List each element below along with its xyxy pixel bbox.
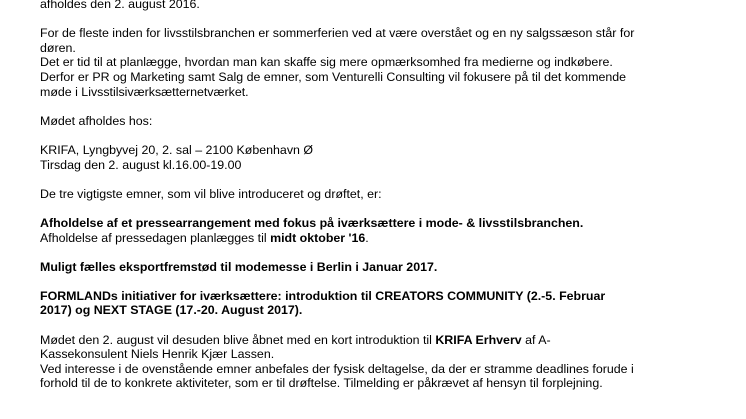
meeting-address: KRIFA, Lyngbyvej 20, 2. sal – 2100 København Ø (40, 142, 313, 157)
topic-3-title: FORMLANDs initiativer for iværksættere: introduktion til CREATORS COMMUNITY (2.-5. Februar (40, 288, 606, 303)
paragraph-line: Derfor er PR og Marketing samt Salg de emner, som Venturelli Consulting vil fokusere på til det kommende (40, 69, 627, 84)
paragraph-line: møde i Livsstilsiværksætternetværket. (40, 84, 249, 99)
topic-2-title: Muligt fælles eksportfremstød til modemesse i Berlin i Januar 2017. (40, 259, 438, 274)
meeting-location-heading: Mødet afholdes hos: (40, 113, 153, 128)
paragraph-line: Det er tid til at planlægge, hvordan man kan skaffe sig mere opmærksomhed fra medierne og indkøbere. (40, 55, 613, 70)
closing-line: Kassekonsulent Niels Henrik Kjær Lassen. (40, 347, 275, 362)
topic-1-title: Afholdelse af et pressearrangement med fokus på iværksættere i mode- & livsstilsbranchen. (40, 215, 584, 230)
closing-line: forhold til de to konkrete aktiviteter, som er til drøftelse. Tilmelding er påkrævet af hensyn til forplejning. (40, 376, 603, 391)
topic-1-detail: Afholdelse af pressedagen planlægges til midt oktober '16. (40, 230, 369, 245)
paragraph-line: For de fleste inden for livsstilsbranchen er sommerferien ved at være overstået og en ny salgssæson står for (40, 26, 635, 41)
closing-line: Ved interesse i de ovenstående emner anbefales der fysisk deltagelse, da der er stramme deadlines forude i (40, 361, 634, 376)
intro-date-line: afholdes den 2. august 2016. (40, 0, 200, 11)
document-body (40, 0, 720, 391)
topics-intro: De tre vigtigste emner, som vil blive introduceret og drøftet, er: (40, 186, 382, 201)
paragraph-line: døren. (40, 40, 76, 55)
meeting-time: Tirsdag den 2. august kl.16.00-19.00 (40, 157, 242, 172)
topic-3-title-cont: 2017) og NEXT STAGE (17.-20. August 2017). (40, 303, 303, 318)
closing-line: Mødet den 2. august vil desuden blive åbnet med en kort introduktion til KRIFA Erhverv af A- (40, 332, 551, 347)
